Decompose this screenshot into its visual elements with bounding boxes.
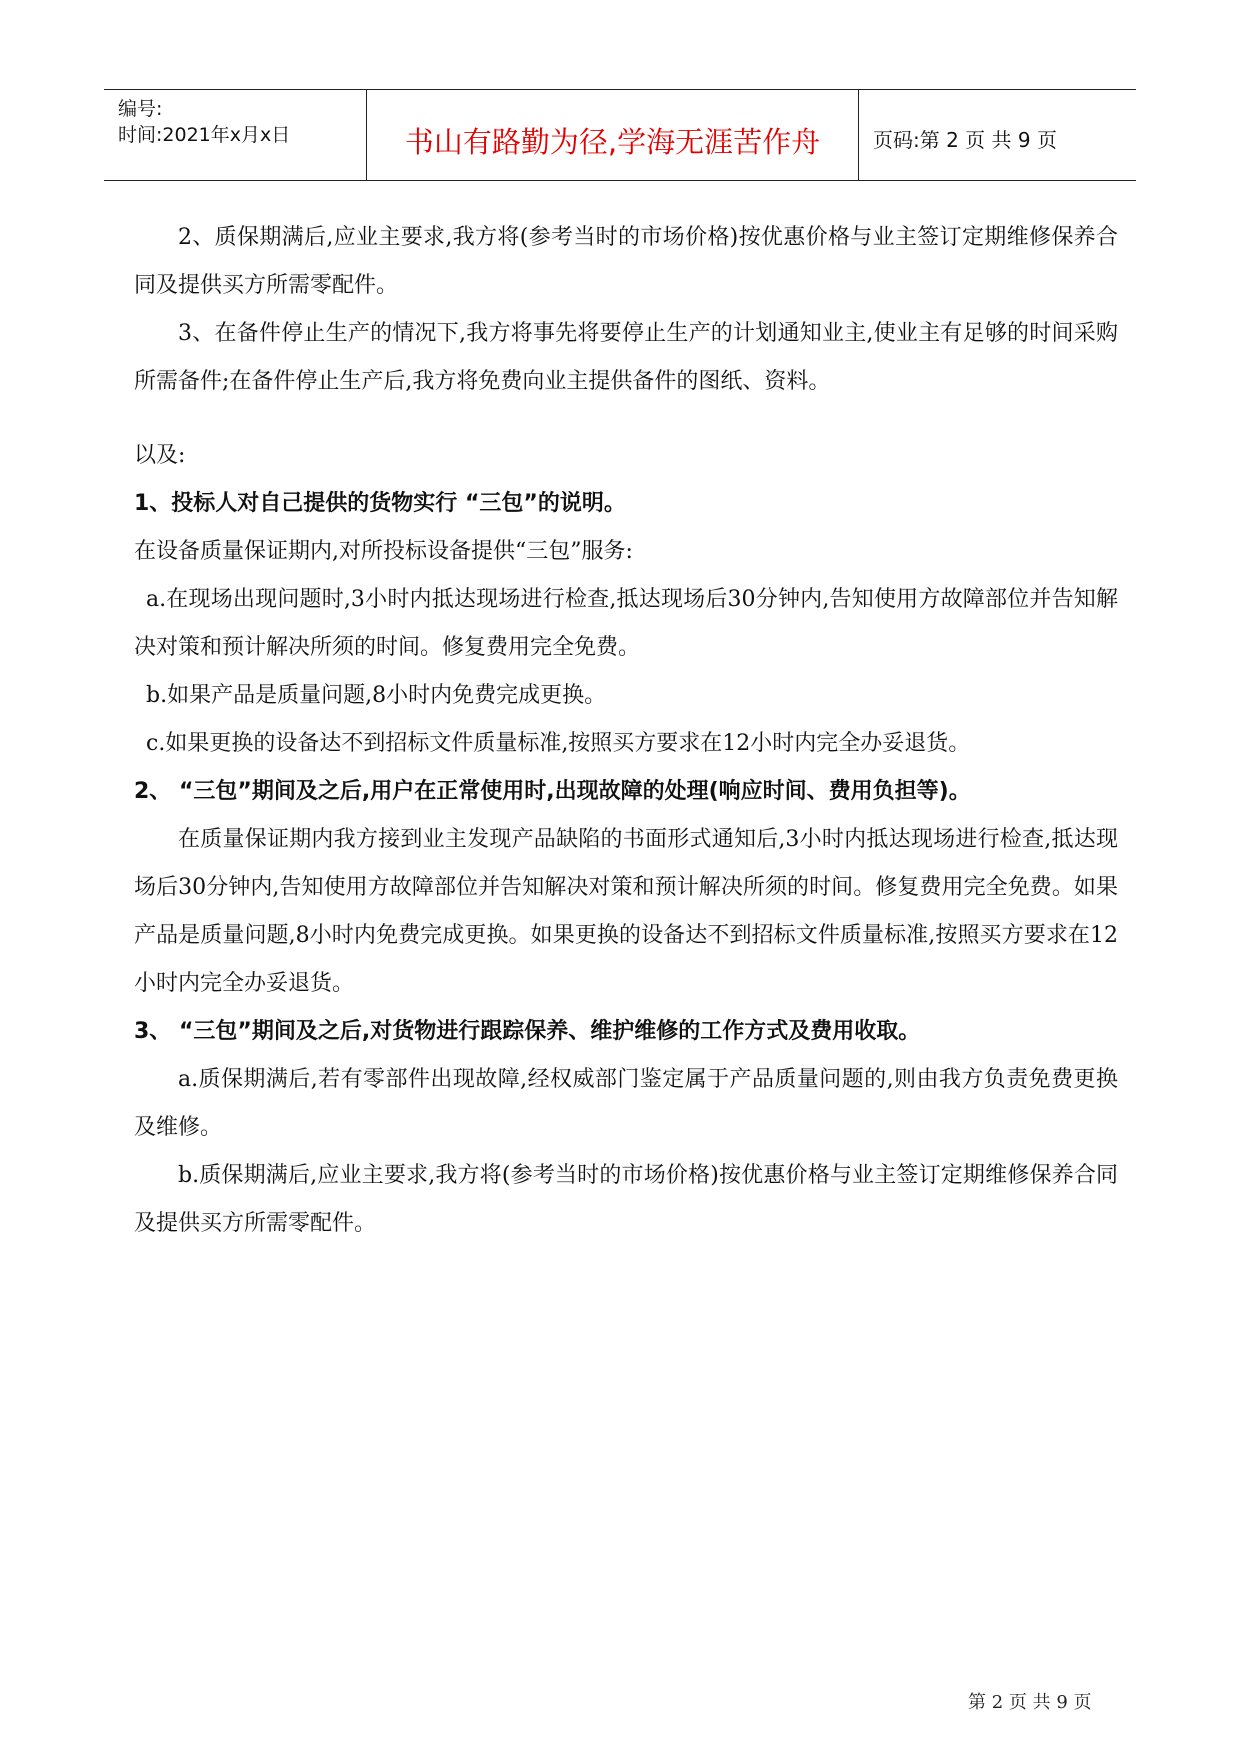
section-heading-1: 1、投标人对自己提供的货物实行 “三包”的说明。 bbox=[134, 491, 626, 516]
paragraph-fault-handling: 在质量保证期内我方接到业主发现产品缺陷的书面形式通知后,3小时内抵达现场进行检查,抵达现场后30分钟内,告知使用方故障部位并告知解决对策和预计解决所须的时间。修复费用完全免费。如果产品是质量问题,8小时内免费完成更换。如果更换的设备达不到招标文件质量标准,按照买方要求在12小时内完全办妥退货。 bbox=[134, 827, 1118, 996]
document-time-label: 时间:2021年x月x日 bbox=[118, 124, 291, 146]
page-header bbox=[104, 89, 1136, 181]
document-body bbox=[134, 214, 1118, 1248]
paragraph-warranty-expiry: 2、质保期满后,应业主要求,我方将(参考当时的市场价格)按优惠价格与业主签订定期维修保养合同及提供买方所需零配件。 bbox=[134, 225, 1118, 298]
header-page-number: 页码:第 2 页 共 9 页 bbox=[873, 128, 1057, 152]
header-motto-cell bbox=[367, 90, 859, 180]
page-footer-number: 第 2 页 共 9 页 bbox=[968, 1692, 1092, 1713]
document-number-label: 编号: bbox=[118, 98, 163, 120]
list-item-a: a.在现场出现问题时,3小时内抵达现场进行检查,抵达现场后30分钟内,告知使用方故障部位并告知解决对策和预计解决所须的时间。修复费用完全免费。 bbox=[134, 587, 1118, 660]
paragraph-and: 以及: bbox=[134, 443, 186, 468]
list-item-c: c.如果更换的设备达不到招标文件质量标准,按照买方要求在12小时内完全办妥退货。 bbox=[146, 731, 971, 756]
header-motto: 书山有路勤为径,学海无涯苦作舟 bbox=[404, 125, 821, 159]
paragraph-maintenance-a: a.质保期满后,若有零部件出现故障,经权威部门鉴定属于产品质量问题的,则由我方负责免费更换及维修。 bbox=[134, 1067, 1118, 1140]
section-heading-3: 3、 “三包”期间及之后,对货物进行跟踪保养、维护维修的工作方式及费用收取。 bbox=[134, 1019, 921, 1044]
section-heading-2: 2、 “三包”期间及之后,用户在正常使用时,出现故障的处理(响应时间、费用负担等)。 bbox=[134, 779, 971, 804]
header-page-cell bbox=[859, 90, 1136, 180]
paragraph-maintenance-b: b.质保期满后,应业主要求,我方将(参考当时的市场价格)按优惠价格与业主签订定期维修保养合同及提供买方所需零配件。 bbox=[134, 1163, 1118, 1236]
paragraph-spare-parts: 3、在备件停止生产的情况下,我方将事先将要停止生产的计划通知业主,使业主有足够的时间采购所需备件;在备件停止生产后,我方将免费向业主提供备件的图纸、资料。 bbox=[134, 321, 1118, 394]
header-info-cell bbox=[104, 90, 367, 180]
list-item-b: b.如果产品是质量问题,8小时内免费完成更换。 bbox=[146, 683, 607, 708]
paragraph-three-guarantees-intro: 在设备质量保证期内,对所投标设备提供“三包”服务: bbox=[134, 539, 633, 564]
